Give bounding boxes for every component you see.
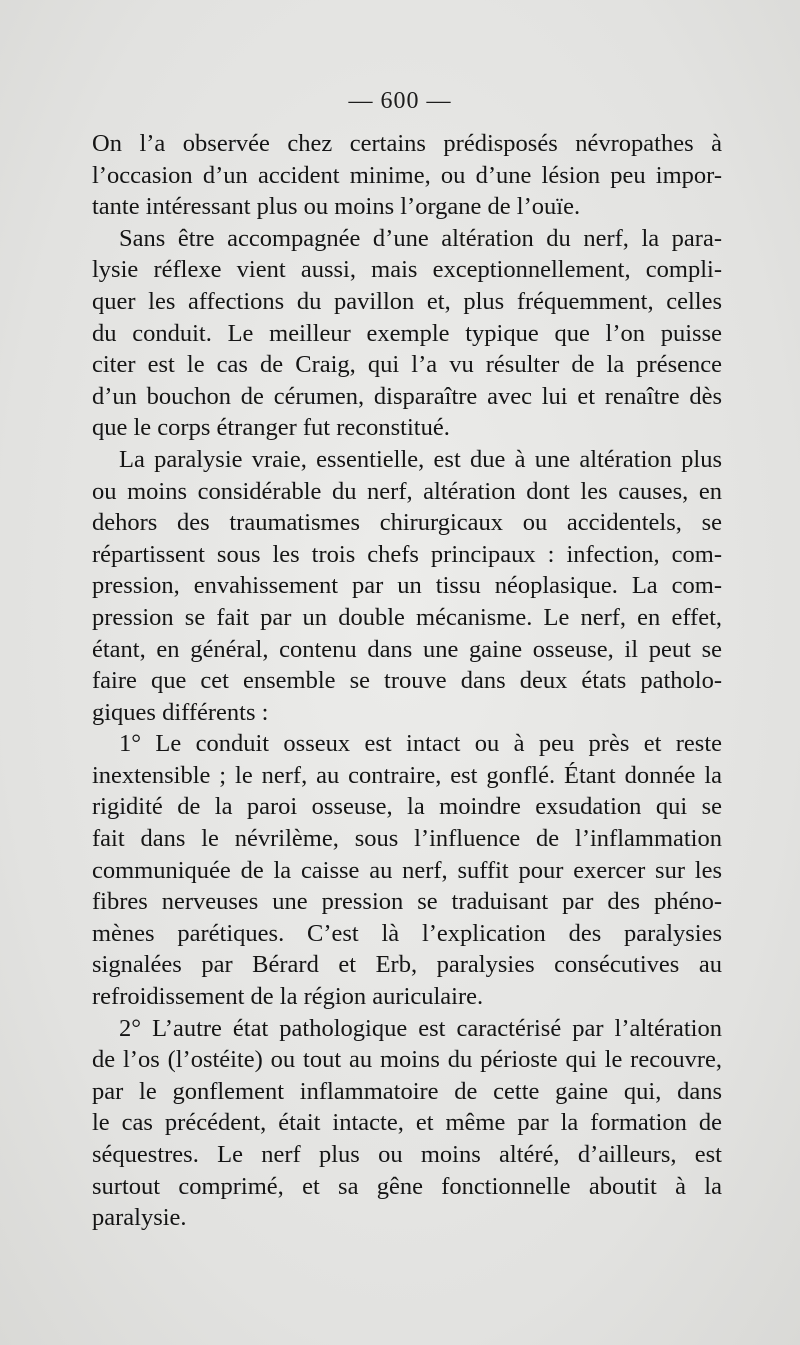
text-line: La paralysie vraie, essentielle, est due à une altération plus: [119, 445, 722, 473]
text-line: signalées par Bérard et Erb, paralysies consécutives au: [92, 951, 722, 979]
text-line: du conduit. Le meilleur exemple typique que l’on puisse: [92, 319, 722, 347]
text-line: rigidité de la paroi osseuse, la moindre exsudation qui se: [92, 793, 722, 821]
text-line: surtout comprimé, et sa gêne fonctionnelle aboutit à la: [92, 1172, 722, 1200]
text-line: communiquée de la caisse au nerf, suffit pour exercer sur les: [92, 856, 722, 884]
page-body: [92, 128, 722, 1234]
text-line: paralysie.: [92, 1204, 187, 1232]
text-line: quer les affections du pavillon et, plus fréquemment, celles: [92, 287, 722, 315]
text-line: fibres nerveuses une pression se traduisant par des phéno-: [92, 888, 722, 916]
text-line: séquestres. Le nerf plus ou moins altéré, d’ailleurs, est: [92, 1141, 722, 1168]
text-line: de l’os (l’ostéite) ou tout au moins du périoste qui le recouvre,: [92, 1046, 722, 1074]
text-line: inextensible ; le nerf, au contraire, est gonflé. Étant donnée la: [92, 761, 722, 789]
text-line: dehors des traumatismes chirurgicaux ou accidentels, se: [92, 509, 722, 537]
text-line: On l’a observée chez certains prédisposés névropathes à: [92, 130, 722, 157]
text-line: giques différents :: [92, 698, 269, 726]
text-line: mènes parétiques. C’est là l’explication des paralysies: [92, 919, 722, 947]
text-line: par le gonflement inflammatoire de cette gaine qui, dans: [92, 1077, 722, 1105]
text-line: pression, envahissement par un tissu néoplasique. La com-: [92, 572, 722, 600]
page-number: — 600 —: [348, 88, 452, 114]
text-line: le cas précédent, était intacte, et même par la formation de: [92, 1109, 722, 1137]
text-line: pression se fait par un double mécanisme. Le nerf, en effet,: [92, 603, 722, 631]
text-line: faire que cet ensemble se trouve dans deux états patholo-: [92, 667, 722, 695]
text-line: 2° L’autre état pathologique est caractérisé par l’altération: [119, 1014, 722, 1042]
text-line: citer est le cas de Craig, qui l’a vu résulter de la présence: [92, 351, 722, 379]
text-line: 1° Le conduit osseux est intact ou à peu près et reste: [119, 730, 722, 758]
text-line: d’un bouchon de cérumen, disparaître avec lui et renaître dès: [92, 382, 722, 410]
text-line: refroidissement de la région auriculaire.: [92, 983, 484, 1011]
text-line: Sans être accompagnée d’une altération du nerf, la para-: [119, 224, 722, 252]
text-line: que le corps étranger fut reconstitué.: [92, 414, 450, 442]
text-line: ou moins considérable du nerf, altération dont les causes, en: [92, 477, 722, 505]
text-line: l’occasion d’un accident minime, ou d’une lésion peu impor-: [92, 161, 722, 189]
text-line: étant, en général, contenu dans une gaine osseuse, il peut se: [92, 635, 722, 663]
text-line: lysie réflexe vient aussi, mais exceptionnellement, compli-: [92, 256, 722, 284]
text-line: fait dans le névrilème, sous l’influence de l’inflammation: [92, 825, 722, 853]
text-line: répartissent sous les trois chefs principaux : infection, com-: [92, 540, 722, 568]
text-line: tante intéressant plus ou moins l’organe de l’ouïe.: [92, 193, 581, 221]
